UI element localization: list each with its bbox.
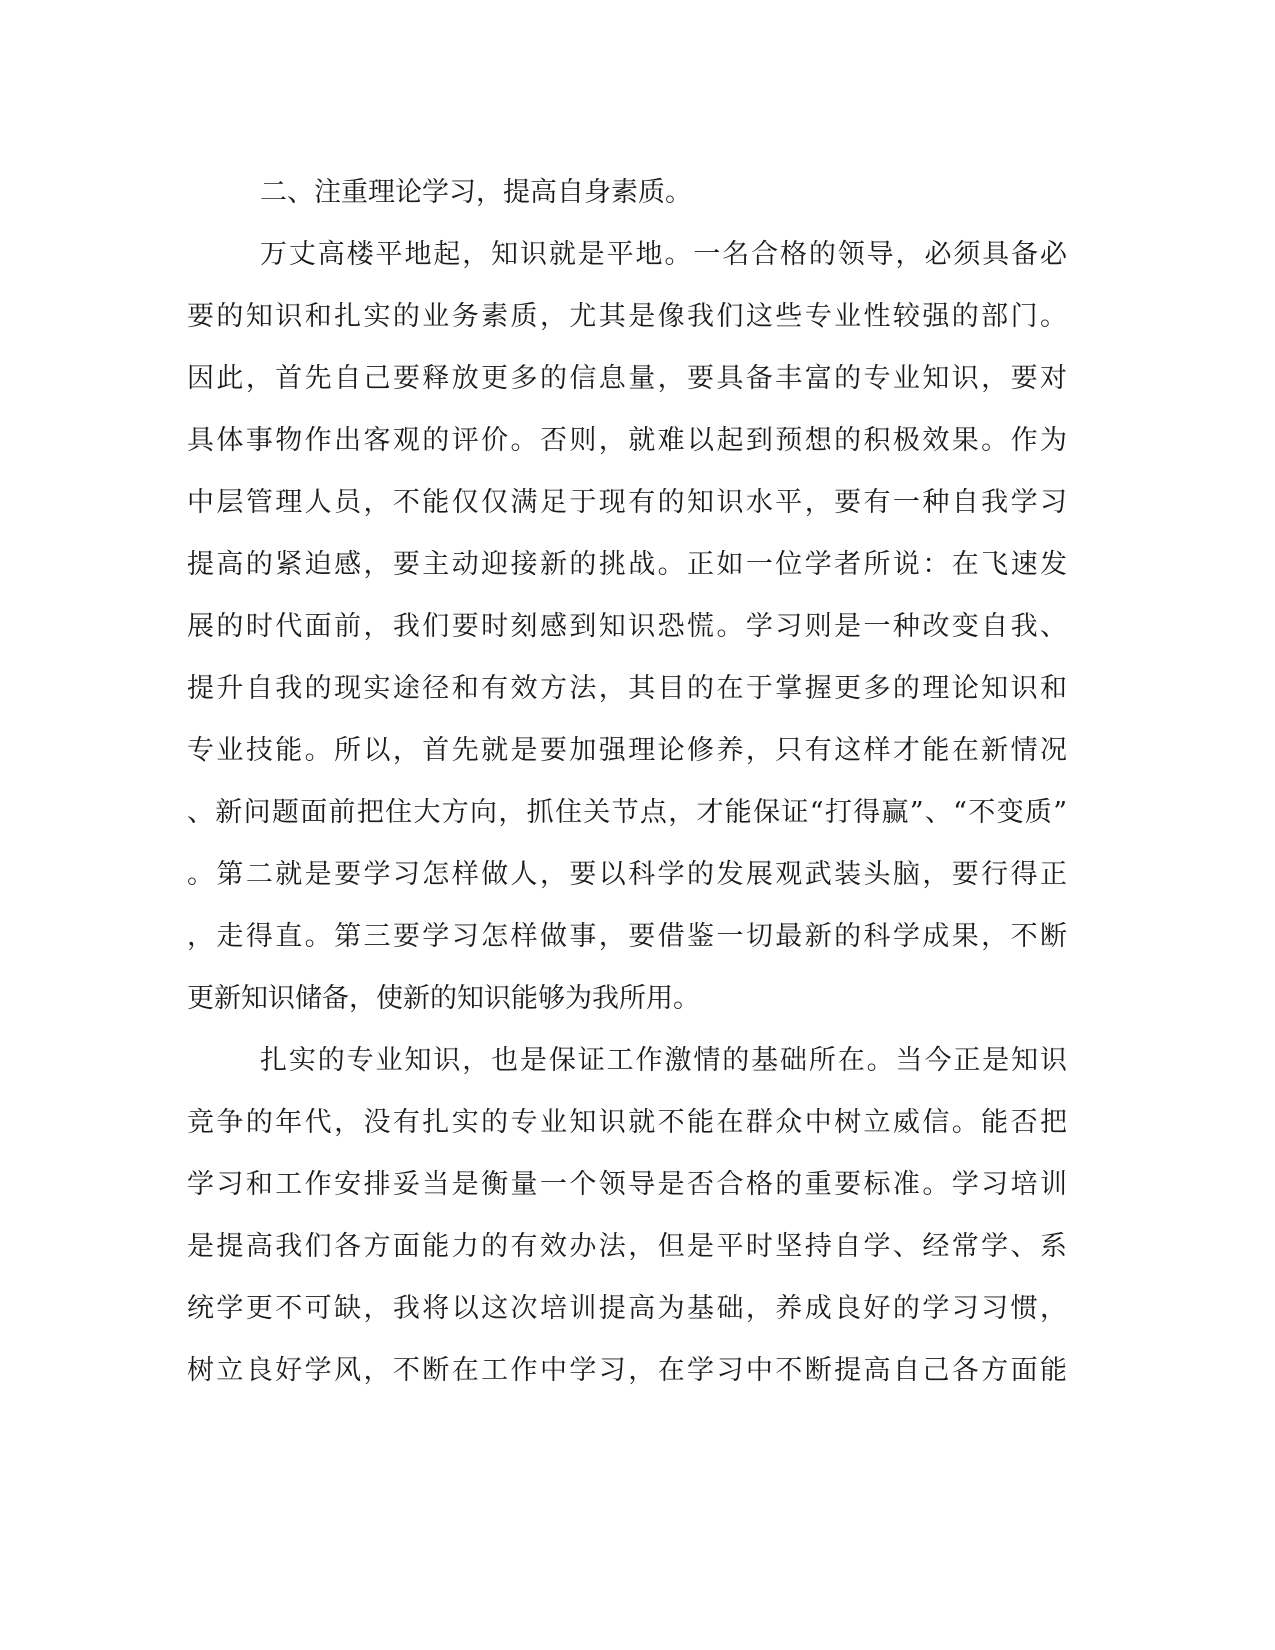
section-heading: 二、注重理论学习，提高自身素质。: [260, 177, 692, 208]
paragraph-line: 扎实的专业知识，也是保证工作激情的基础所在。当今正是知识: [260, 1045, 1067, 1076]
paragraph-line: 专业技能。所以，首先就是要加强理论修养，只有这样才能在新情况: [187, 735, 1067, 766]
paragraph-line: 树立良好学风，不断在工作中学习，在学习中不断提高自己各方面能: [187, 1355, 1067, 1386]
paragraph-2: [187, 1030, 1067, 1402]
paragraph-line: 、新问题面前把住大方向，抓住关节点，才能保证“打得赢”、“不变质”: [187, 797, 1067, 828]
paragraph-1: [187, 224, 1067, 1030]
paragraph-line: 万丈高楼平地起，知识就是平地。一名合格的领导，必须具备必: [260, 239, 1067, 270]
paragraph-line: 竞争的年代，没有扎实的专业知识就不能在群众中树立威信。能否把: [187, 1107, 1067, 1138]
document-body: [187, 162, 1067, 1402]
paragraph-line: 提高的紧迫感，要主动迎接新的挑战。正如一位学者所说：在飞速发: [187, 549, 1067, 580]
paragraph-line: 因此，首先自己要释放更多的信息量，要具备丰富的专业知识，要对: [187, 363, 1067, 394]
paragraph-line: 学习和工作安排妥当是衡量一个领导是否合格的重要标准。学习培训: [187, 1169, 1067, 1200]
paragraph-line: 提升自我的现实途径和有效方法，其目的在于掌握更多的理论知识和: [187, 673, 1067, 704]
paragraph-line: 具体事物作出客观的评价。否则，就难以起到预想的积极效果。作为: [187, 425, 1067, 456]
paragraph-line: 统学更不可缺，我将以这次培训提高为基础，养成良好的学习习惯，: [187, 1293, 1067, 1324]
paragraph-line: 要的知识和扎实的业务素质，尤其是像我们这些专业性较强的部门。: [187, 301, 1067, 332]
paragraph-line: 中层管理人员，不能仅仅满足于现有的知识水平，要有一种自我学习: [187, 487, 1067, 518]
paragraph-line: ，走得直。第三要学习怎样做事，要借鉴一切最新的科学成果，不断: [187, 921, 1067, 952]
paragraph-line: 是提高我们各方面能力的有效办法，但是平时坚持自学、经常学、系: [187, 1231, 1067, 1262]
paragraph-line: 。第二就是要学习怎样做人，要以科学的发展观武装头脑，要行得正: [187, 859, 1067, 890]
paragraph-line: 更新知识储备，使新的知识能够为我所用。: [187, 983, 700, 1014]
paragraph-line: 展的时代面前，我们要时刻感到知识恐慌。学习则是一种改变自我、: [187, 611, 1067, 642]
